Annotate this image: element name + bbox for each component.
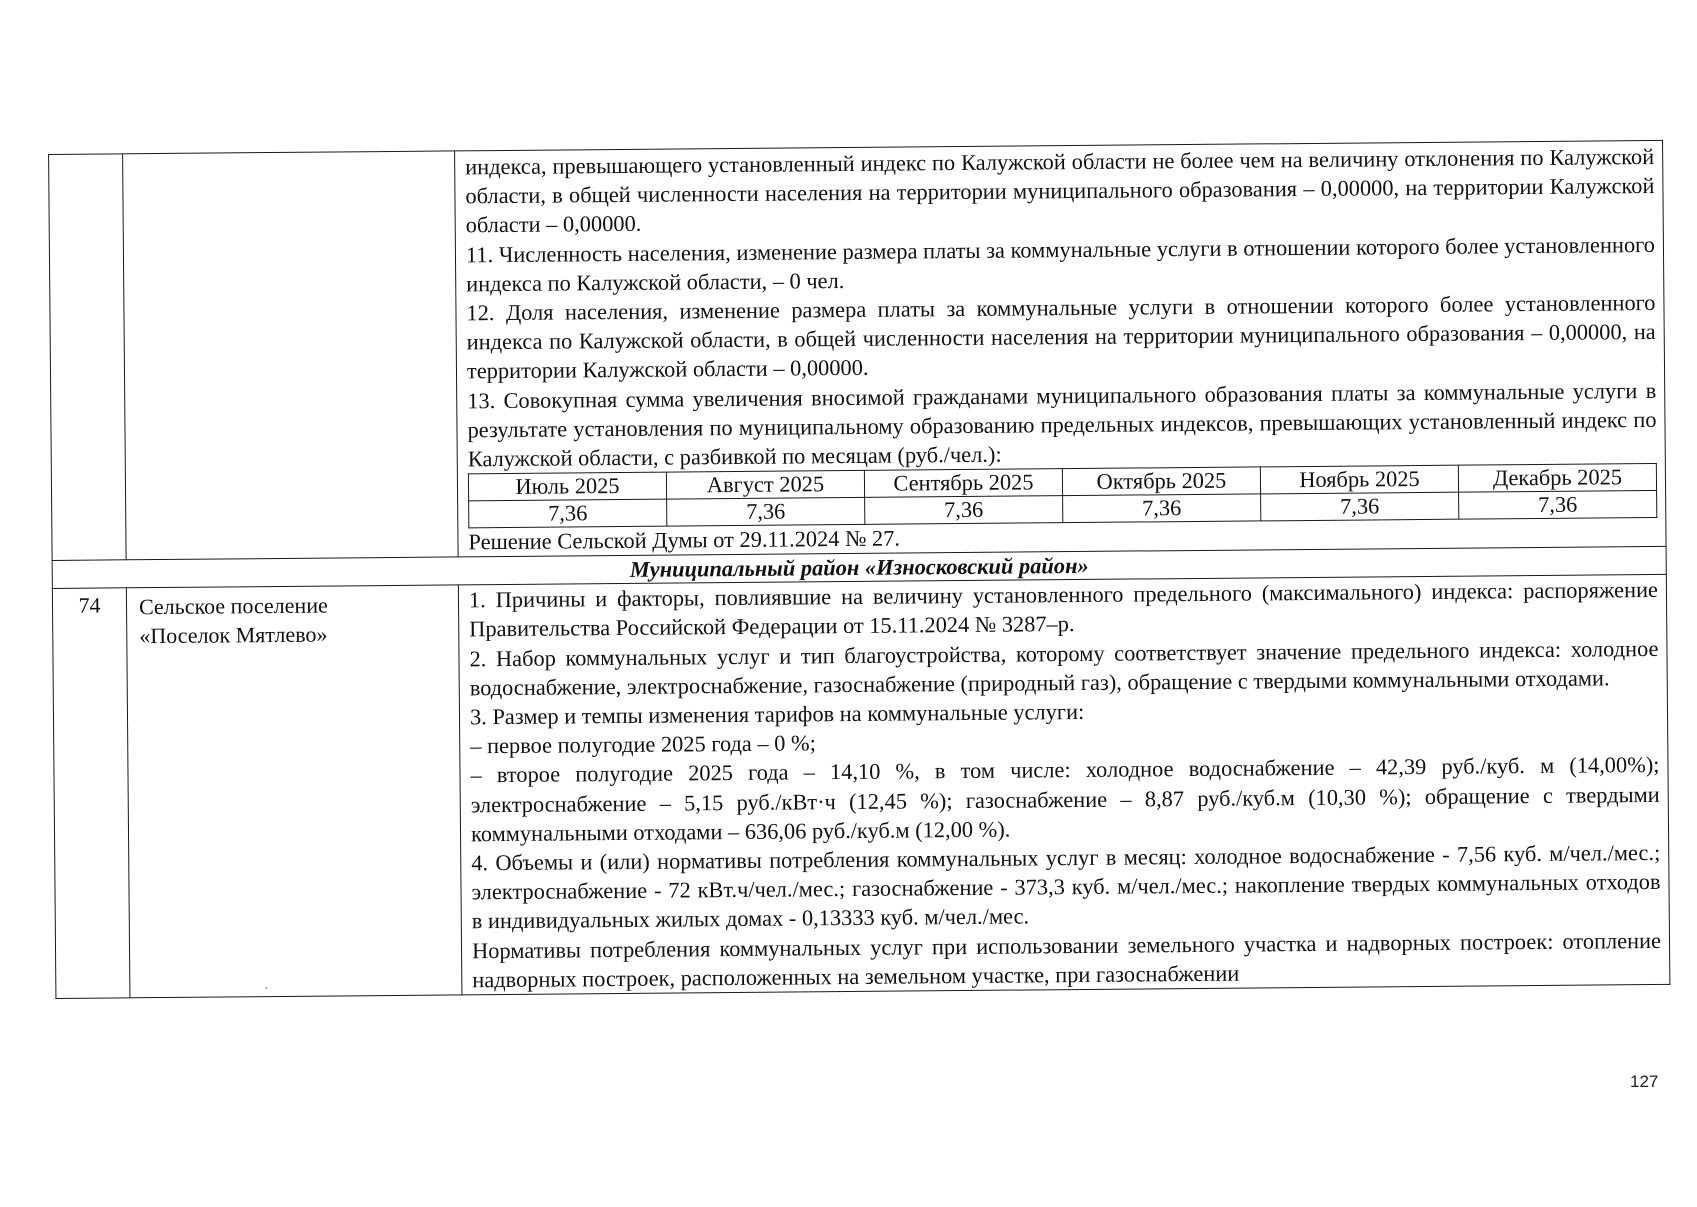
scan-speck [265, 987, 267, 989]
page-number: 127 [1630, 1072, 1659, 1091]
paragraph: 1. Причины и факторы, повлиявшие на величину установленного предельного (максимального) индекса: распоряжение Правительства Российской Федерации от 15.11.2024 № 3287–р. [468, 577, 1659, 642]
settlement-name-line: Сельское поселение [138, 592, 328, 620]
paragraph: – второе полугодие 2025 года – 14,10 %, в том числе: холодное водоснабжение – 42,39 руб./куб. м (14,00%); электроснабжение – 5,15 руб./кВт·ч (12,45 %); газоснабжение – 8,87 руб./куб.м (10,30 %); обращение с твердыми коммунальными отходами – 636,06 руб./куб.м (12,00 %). [470, 752, 1660, 847]
paragraph: 12. Доля населения, изменение размера платы за коммунальные услуги в отношении которого более установленного индекса по Калужской области, в общей численности населения на территории муниципального образования – 0,00000, на территории Калужской области – 0,00000. [466, 289, 1656, 384]
month-value: 7,36 [1459, 491, 1657, 520]
month-header: Сентябрь 2025 [864, 469, 1062, 498]
settlement-name [126, 585, 462, 998]
paragraph: 4. Объемы и (или) нормативы потребления коммунальных услуг в месяц: холодное водоснабжение - 7,56 куб. м/чел./мес.; электроснабжение - 72 кВт.ч/чел./мес.; газоснабжение - 373,3 куб. м/чел./мес.; накопление твердых коммунальных отходов в индивидуальных жилых домах - 0,13333 куб. м/чел./мес. [471, 840, 1661, 934]
month-header: Июль 2025 [468, 472, 666, 501]
previous-row-text [465, 141, 1657, 474]
district-header: Муниципальный район «Износковский район» [52, 547, 1666, 589]
row-number-cell-empty [49, 154, 127, 561]
month-value: 7,36 [667, 498, 865, 527]
settlement-name-line: «Поселок Мятлево» [139, 621, 328, 649]
table-row-74 [52, 575, 1670, 999]
settlement-name-cell-empty [123, 151, 459, 560]
paragraph: 3. Размер и темпы изменения тарифов на коммунальные услуги: [469, 699, 1085, 730]
paragraph: – первое полугодие 2025 года – 0 %; [470, 730, 816, 759]
paragraph: Нормативы потребления коммунальных услуг при использовании земельного участка и надворных построек: отопление надворных построек, расположенных на земельном участке, при газоснабжении [471, 927, 1662, 993]
month-value: 7,36 [865, 496, 1063, 525]
month-value: 7,36 [469, 499, 667, 528]
table-row-continued [49, 140, 1666, 560]
paragraph: 13. Совокупная сумма увеличения вносимой гражданами муниципального образования платы за коммунальные услуги в результате установления по муниципальному образованию предельных индексов, превышающих установленный индекс по Калужской области, с разбивкой по месяцам (руб./чел.): [467, 377, 1657, 472]
description-cell [458, 575, 1670, 995]
month-header: Ноябрь 2025 [1260, 465, 1458, 494]
month-header: Декабрь 2025 [1458, 464, 1656, 493]
month-header: Август 2025 [666, 471, 864, 500]
month-header: Октябрь 2025 [1062, 467, 1260, 496]
description-cell [455, 140, 1666, 557]
municipal-index-table [48, 140, 1670, 999]
paragraph: 11. Численность населения, изменение размера платы за коммунальные услуги в отношении которого более установленного индекса по Калужской области, – 0 чел. [465, 231, 1656, 297]
paragraph: 2. Набор коммунальных услуг и тип благоустройства, которому соответствует значение предельного индекса: холодное водоснабжение, электроснабжение, газоснабжение (природный газ), обращение с твердыми коммунальными отходами. [469, 635, 1659, 701]
row-number: 74 [52, 588, 130, 998]
month-value: 7,36 [1063, 494, 1261, 523]
decision-reference: Решение Сельской Думы от 29.11.2024 № 27. [468, 525, 901, 555]
paragraph: индекса, превышающего установленный индекс по Калужской области не более чем на величину отклонения по Калужской области, в общей численности населения на территории муниципального образования – 0,00000, на территории Калужской области – 0,00000. [465, 143, 1655, 238]
month-value: 7,36 [1261, 492, 1459, 521]
